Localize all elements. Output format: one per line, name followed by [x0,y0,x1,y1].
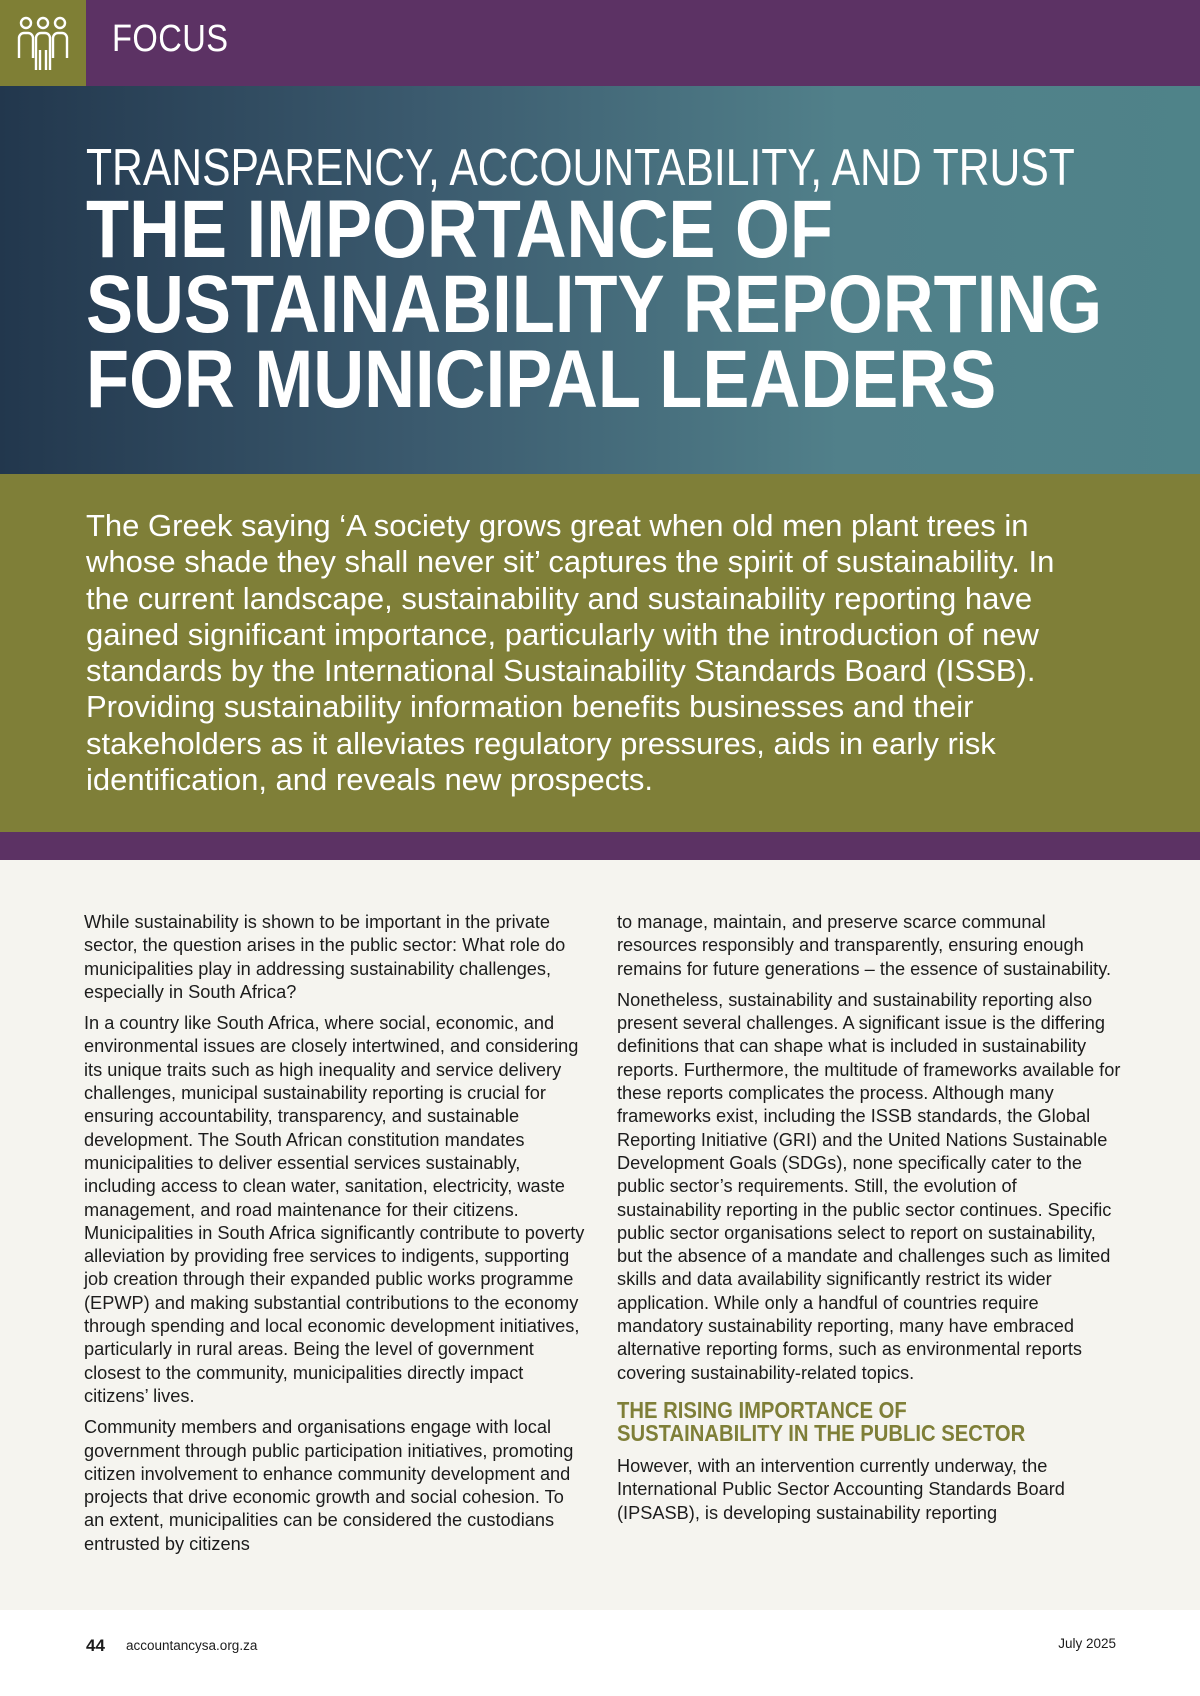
standfirst-panel [0,474,1200,832]
page-footer [0,1610,1200,1696]
body-paragraph: In a country like South Africa, where social, economic, and environmental issues are closely intertwined, and considering its unique traits such as high inequality and service delivery challenges, municipal sustainability reporting is crucial for ensuring accountability, transparency, and sustainable development. The South African constitution mandates municipalities to deliver essential services sustainably, including access to clean water, sanitation, electricity, waste management, and road maintenance for their citizens. Municipalities in South Africa significantly contribute to poverty alleviation by providing free services to indigents, supporting job creation through their expanded public works programme (EPWP) and making substantial contributions to the economy through spending and local economic development initiatives, particularly in rural areas. Being the level of government closest to the community, municipalities directly impact citizens’ lives. [84,1013,585,1406]
section-icon-box [0,0,86,86]
article-title-line: THE IMPORTANCE OF [86,184,833,275]
body-paragraph: Community members and organisations engage with local government through public participation initiatives, promoting citizen involvement to enhance community development and projects that drive economic growth and social cohesion. To an extent, municipalities can be considered the custodians entrusted by citizens [84,1417,574,1554]
body-paragraph: Nonetheless, sustainability and sustainability reporting also present several challenges. A significant issue is the differing definitions that can shape what is included in sustainability reports. Furthermore, the multitude of frameworks available for these reports complicates the process. Although many frameworks exist, including the ISSB standards, the Global Reporting Initiative (GRI) and the United Nations Sustainable Development Goals (SDGs), none specifically cater to the public sector’s requirements. Still, the evolution of sustainability reporting in the public sector continues. Specific public sector organisations select to report on sustainability, but the absence of a mandate and challenges such as limited skills and data availability significantly restrict its wider application. While only a handful of countries require mandatory sustainability reporting, many have embraced alternative reporting forms, such as environmental reports covering sustainability-related topics. [617,989,1121,1383]
article-title [86,184,1200,425]
page-number: 44 [86,1636,105,1655]
subheading-line: SUSTAINABILITY IN THE PUBLIC SECTOR [617,1419,1026,1446]
issue-date: July 2025 [1058,1636,1116,1651]
standfirst-text: The Greek saying ‘A society grows great when old men plant trees in whose shade they shall never sit’ captures the spirit of sustainability. In the current landscape, sustainability and sustainability reporting have gained significant importance, particularly with the introduction of new standards by the International Sustainability Standards Board (ISSB). Providing sustainability information benefits businesses and their stakeholders as it alleviates regulatory pressures, aids in early risk identification, and reveals new prospects. [86,508,1055,798]
hero-banner [0,86,1200,474]
website-link[interactable]: accountancysa.org.za [126,1638,258,1653]
article-title-line: SUSTAINABILITY REPORTING [86,259,1103,350]
body-paragraph: to manage, maintain, and preserve scarce communal resources responsibly and transparently, ensuring enough remains for future generations – the essence of sustainability. [617,912,1112,979]
section-label: FOCUS [112,18,229,60]
body-column-right [617,911,1122,1533]
body-paragraph: However, with an intervention currently underway, the International Public Sector Accounting Standards Board (IPSASB), is developing sustainability reporting [617,1455,1065,1523]
article-title-line: FOR MUNICIPAL LEADERS [86,334,997,425]
people-group-icon [16,14,70,72]
section-subheading [617,1396,1061,1446]
subheading-line: THE RISING IMPORTANCE OF [617,1396,907,1423]
body-column-left [84,911,589,1564]
article-kicker: TRANSPARENCY, ACCOUNTABILITY, AND TRUST [86,139,1075,197]
divider-strip [0,832,1200,860]
body-paragraph: While sustainability is shown to be important in the private sector, the question arises in the public sector: What role do municipalities play in addressing sustainability challenges, especially in South Africa? [84,912,566,1002]
top-bar [0,0,1200,86]
